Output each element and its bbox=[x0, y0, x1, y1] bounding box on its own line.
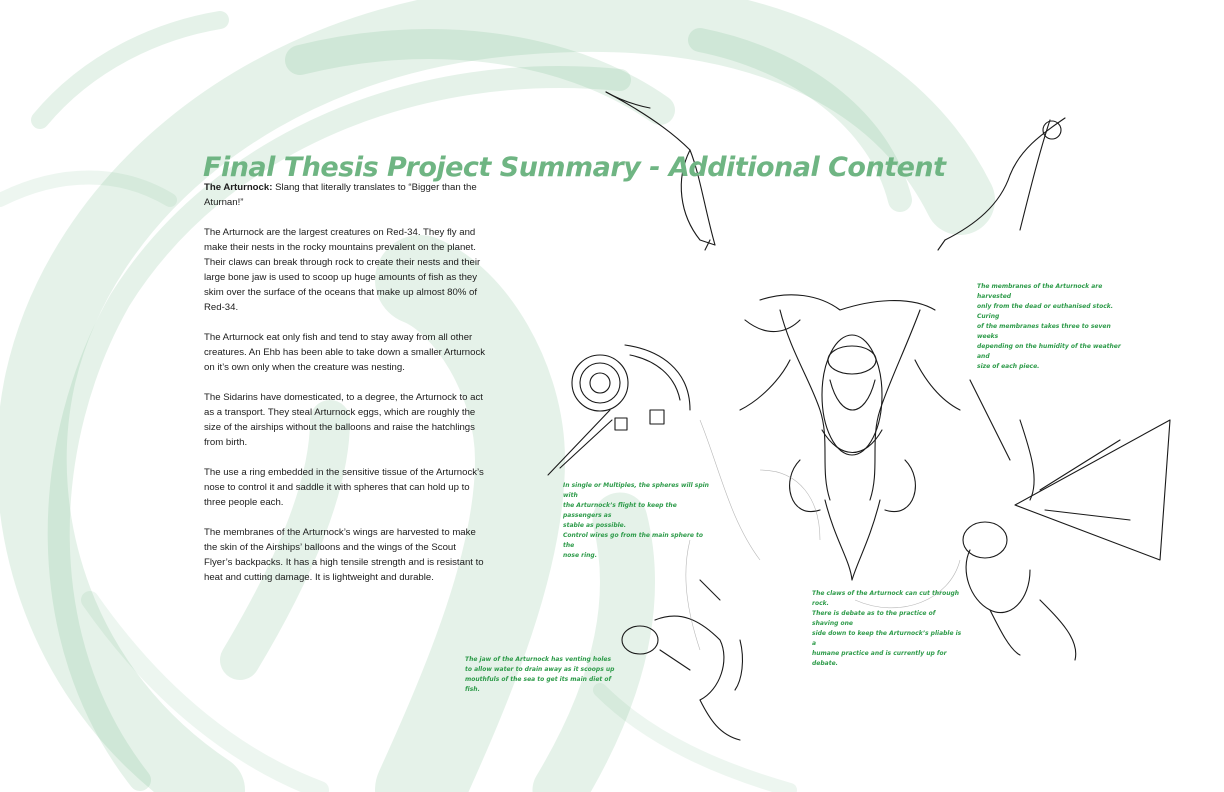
paragraph-diet: The Arturnock eat only fish and tend to stay away from all other creatures. An Ehb has been able to take down a smaller Arturnock on it’s own only when the creature was nesting. bbox=[204, 332, 486, 373]
note-line: side down to keep the Arturnock’s pliable is a bbox=[812, 630, 962, 647]
note-line: depending on the humidity of the weather and bbox=[977, 343, 1121, 360]
note-line: nose ring. bbox=[563, 552, 597, 559]
paragraph-nose-ring: The use a ring embedded in the sensitive tissue of the Arturnock’s nose to control it and saddle it with spheres that can hold up to three people each. bbox=[204, 467, 484, 508]
note-line: mouthfuls of the sea to get its main diet of fish. bbox=[465, 676, 612, 693]
note-line: The jaw of the Arturnock has venting holes bbox=[465, 656, 612, 663]
body-copy bbox=[204, 180, 486, 600]
note-line: only from the dead or euthanised stock. Curing bbox=[977, 303, 1114, 320]
paragraph-habitat: The Arturnock are the largest creatures on Red-34. They fly and make their nests in the rocky mountains prevalent on the planet. Their claws can break through rock to create their nests and their large bone jaw is used to scoop up huge amounts of fish as they skim over the surface of the oceans that make up almost 80% of Red-34. bbox=[204, 227, 481, 313]
paragraph-membranes: The membranes of the Arturnock’s wings are harvested to make the skin of the Airships’ balloons and the wings of the Scout Flyer’s backpacks. It has a high tensile strength and is resistant to heat and cutting damage. It is lightweight and durable. bbox=[204, 527, 484, 583]
term-definition: Slang that literally translates to “Bigger than the Aturnan!” bbox=[204, 182, 477, 208]
note-jaw bbox=[465, 655, 615, 695]
term-label: The Arturnock: bbox=[204, 182, 273, 193]
note-line: In single or Multiples, the spheres will spin with bbox=[563, 482, 709, 499]
paragraph-domestication: The Sidarins have domesticated, to a degree, the Arturnock to act as a transport. They steal Arturnock eggs, which are roughly the size of the airships without the balloons and raise the hatchlings from birth. bbox=[204, 392, 483, 448]
note-line: size of each piece. bbox=[977, 363, 1040, 370]
note-line: the Arturnock’s flight to keep the passengers as bbox=[563, 502, 677, 519]
note-line: The claws of the Arturnock can cut through rock. bbox=[812, 590, 960, 607]
intro-paragraph bbox=[204, 180, 486, 210]
note-line: to allow water to drain away as it scoops up bbox=[465, 666, 615, 673]
note-membranes bbox=[977, 282, 1127, 372]
note-line: Control wires go from the main sphere to the bbox=[563, 532, 704, 549]
note-claws bbox=[812, 589, 962, 669]
note-line: stable as possible. bbox=[563, 522, 627, 529]
page-title: Final Thesis Project Summary - Additional Content bbox=[203, 152, 946, 184]
note-line: The membranes of the Arturnock are harvested bbox=[977, 283, 1103, 300]
note-spheres bbox=[563, 481, 713, 561]
note-line: There is debate as to the practice of shaving one bbox=[812, 610, 936, 627]
note-line: humane practice and is currently up for debate. bbox=[812, 650, 947, 667]
note-line: of the membranes takes three to seven weeks bbox=[977, 323, 1111, 340]
